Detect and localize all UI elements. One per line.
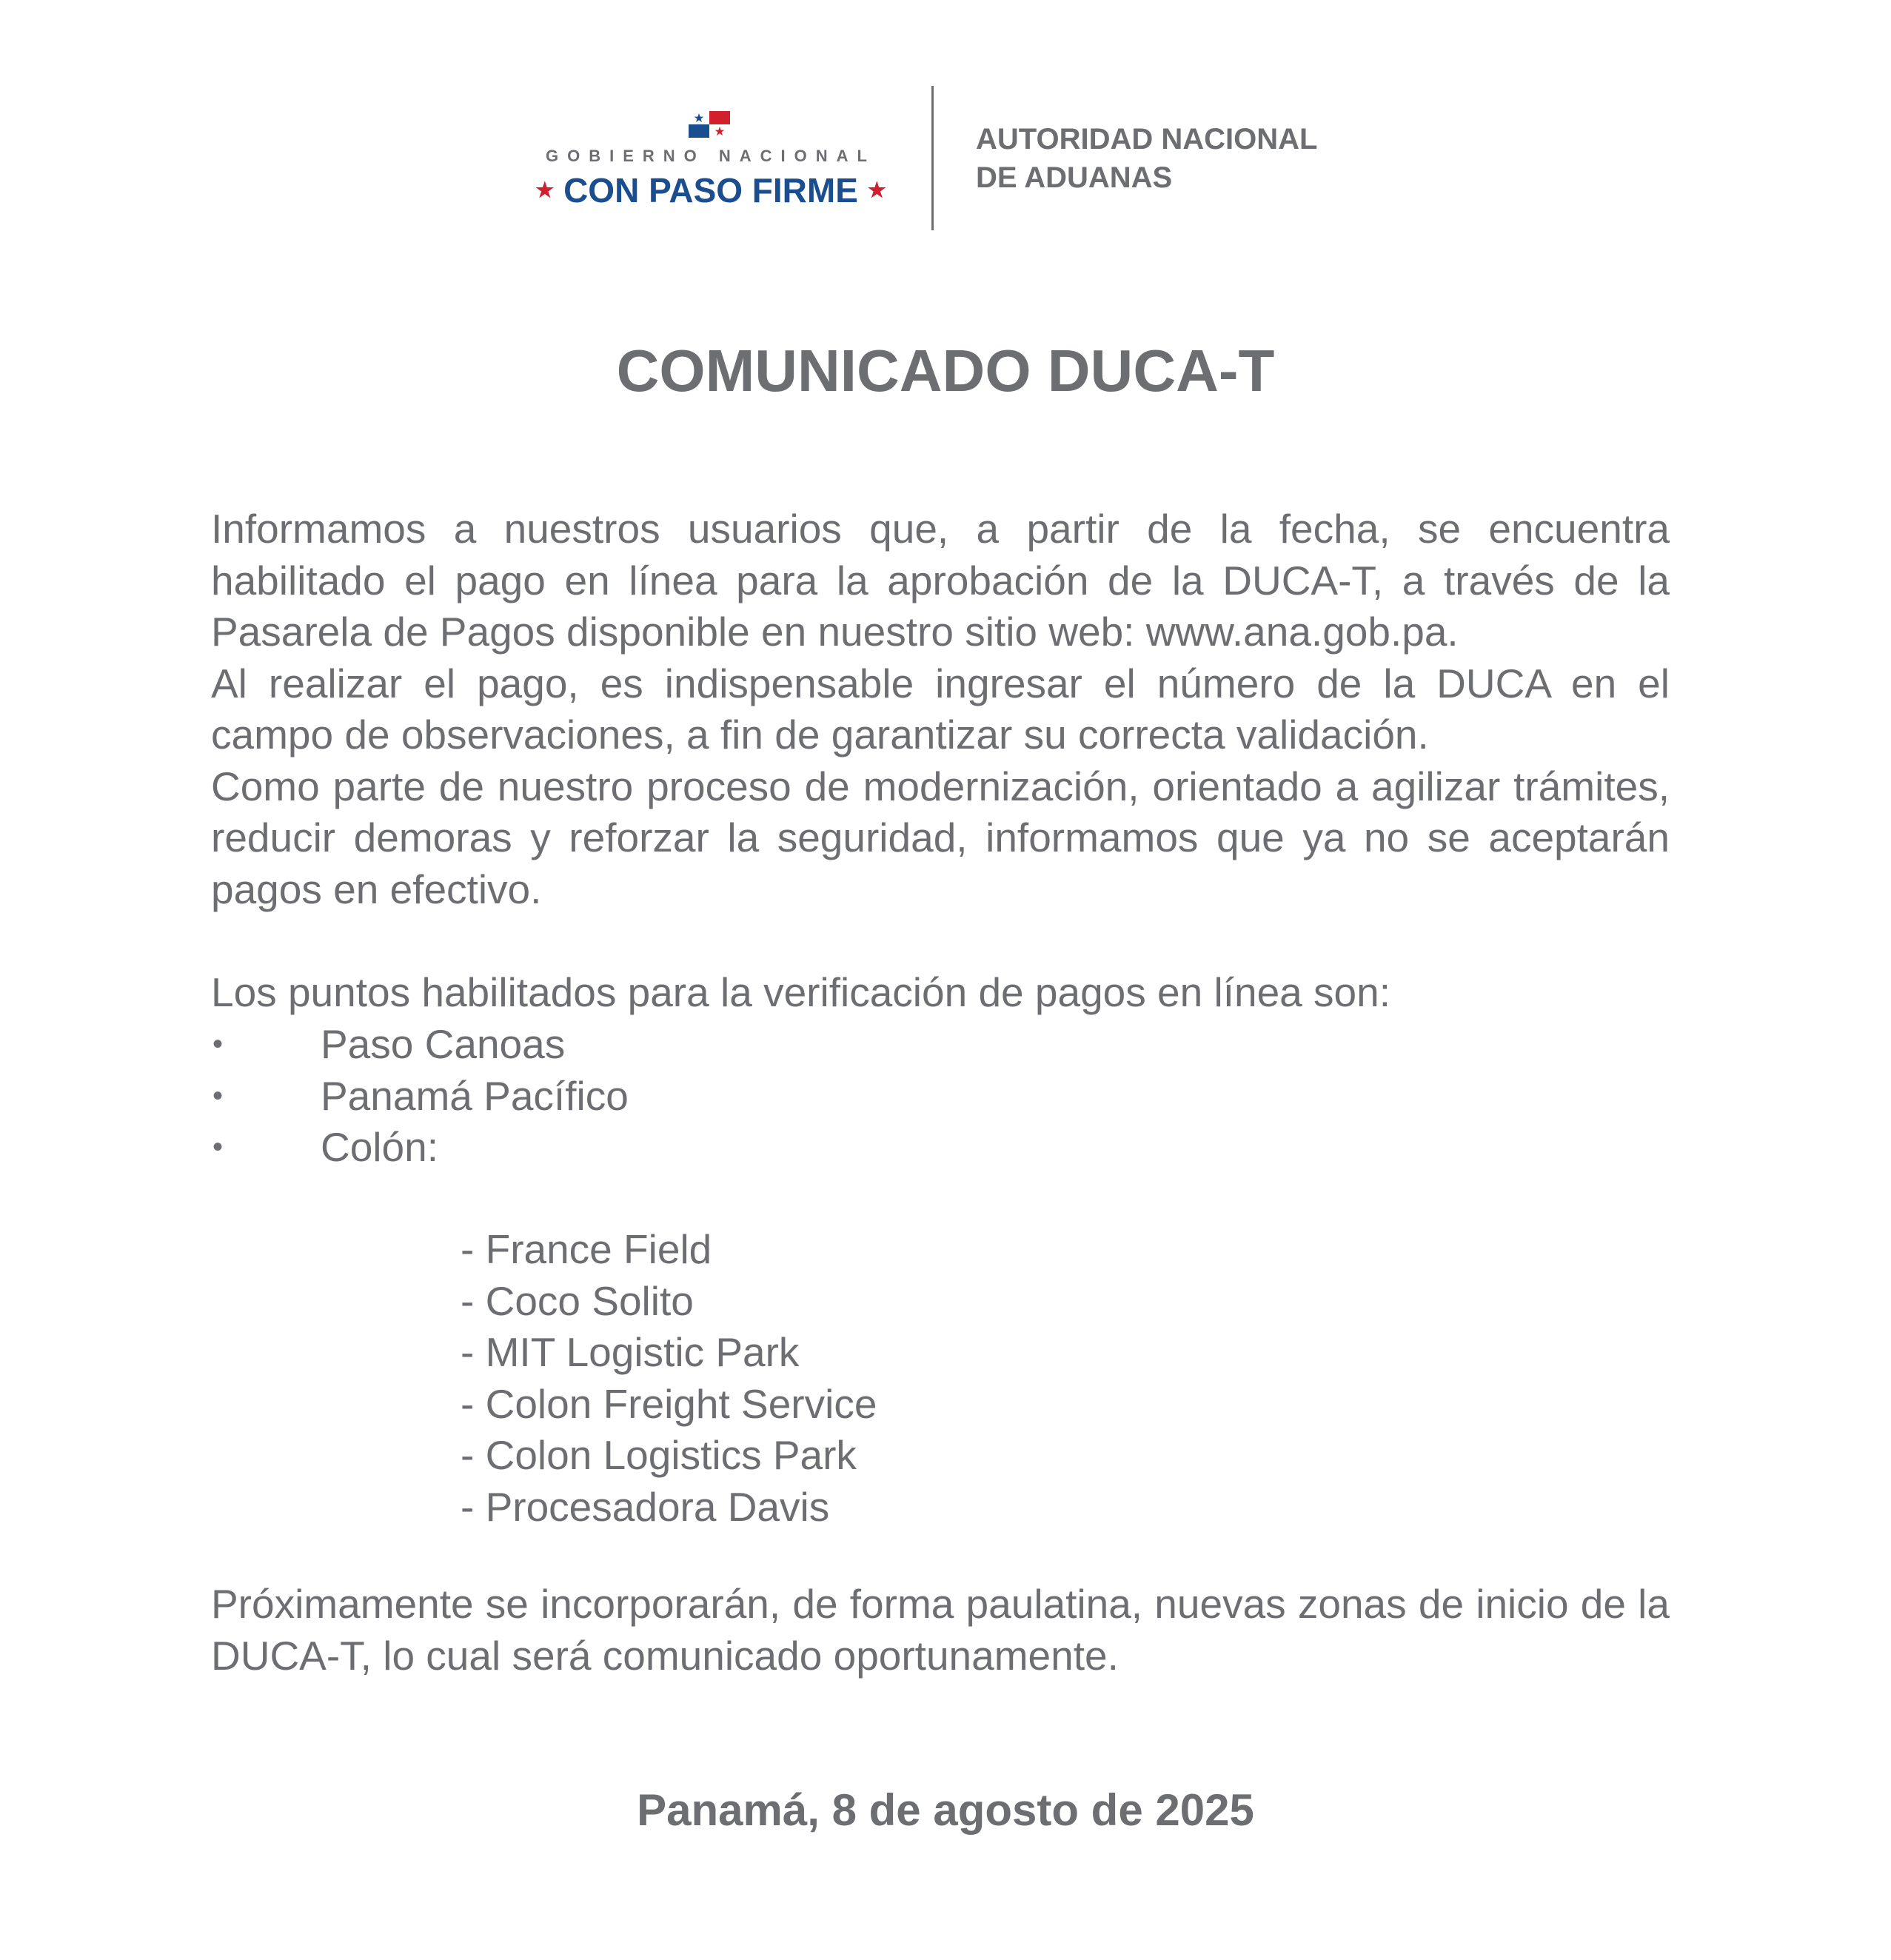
list-item-label: Panamá Pacífico xyxy=(321,1072,629,1119)
star-icon: ★ xyxy=(535,178,555,202)
paragraph-no-cash: Como parte de nuestro proceso de modernización, orientado a agilizar trámites, reducir demoras y reforzar la seguridad, informamos que ya no se aceptarán pagos en efectivo. xyxy=(211,763,1670,912)
verification-points-list xyxy=(211,1019,629,1174)
agency-name xyxy=(976,120,1317,197)
document-date: Panamá, 8 de agosto de 2025 xyxy=(637,1785,1254,1835)
agency-name-line-2: DE ADUANAS xyxy=(976,161,1173,194)
colon-points-list xyxy=(461,1224,877,1533)
government-logo xyxy=(533,111,888,215)
paragraph-online-payment: Informamos a nuestros usuarios que, a partir de la fecha, se encuentra habilitado el pago en línea para la aprobación de la DUCA-T, a través de la Pasarela de Pagos disponible en nuestro sitio web: www.ana.gob.pa. xyxy=(211,506,1670,655)
panama-flag-icon xyxy=(689,111,730,138)
list-item: - Colon Freight Service xyxy=(461,1380,877,1427)
paragraph-upcoming-zones: Próximamente se incorporarán, de forma paulatina, nuevas zonas de inicio de la DUCA-T, lo cual será comunicado oportunamente. xyxy=(211,1581,1670,1679)
list-item-label: Paso Canoas xyxy=(321,1021,566,1067)
government-slogan-text: CON PASO FIRME xyxy=(563,171,858,210)
list-item: - Colon Logistics Park xyxy=(461,1432,857,1478)
list-item-label: Colón: xyxy=(321,1124,438,1170)
government-slogan xyxy=(533,170,888,210)
list-item: - France Field xyxy=(461,1226,712,1272)
agency-name-line-1: AUTORIDAD NACIONAL xyxy=(976,123,1318,155)
body-paragraphs xyxy=(211,504,1670,915)
header xyxy=(0,0,1891,244)
list-item: - MIT Logistic Park xyxy=(461,1329,800,1375)
list-item xyxy=(211,1122,629,1174)
document-title: COMUNICADO DUCA-T xyxy=(616,338,1275,404)
paragraph-duca-number: Al realizar el pago, es indispensable ingresar el número de la DUCA en el campo de observaciones, a fin de garantizar su correcta validación. xyxy=(211,660,1670,757)
list-item xyxy=(211,1019,629,1071)
list-item: - Coco Solito xyxy=(461,1277,694,1324)
bullet-icon: • xyxy=(212,1079,224,1112)
header-divider xyxy=(931,86,934,230)
star-icon: ★ xyxy=(867,178,886,202)
points-intro: Los puntos habilitados para la verificación de pagos en línea son: xyxy=(211,969,1391,1015)
list-item xyxy=(211,1071,629,1123)
list-item: - Procesadora Davis xyxy=(461,1483,830,1530)
bullet-icon: • xyxy=(212,1028,224,1060)
government-line-1: GOBIERNO NACIONAL xyxy=(546,147,876,165)
bullet-icon: • xyxy=(212,1131,224,1163)
